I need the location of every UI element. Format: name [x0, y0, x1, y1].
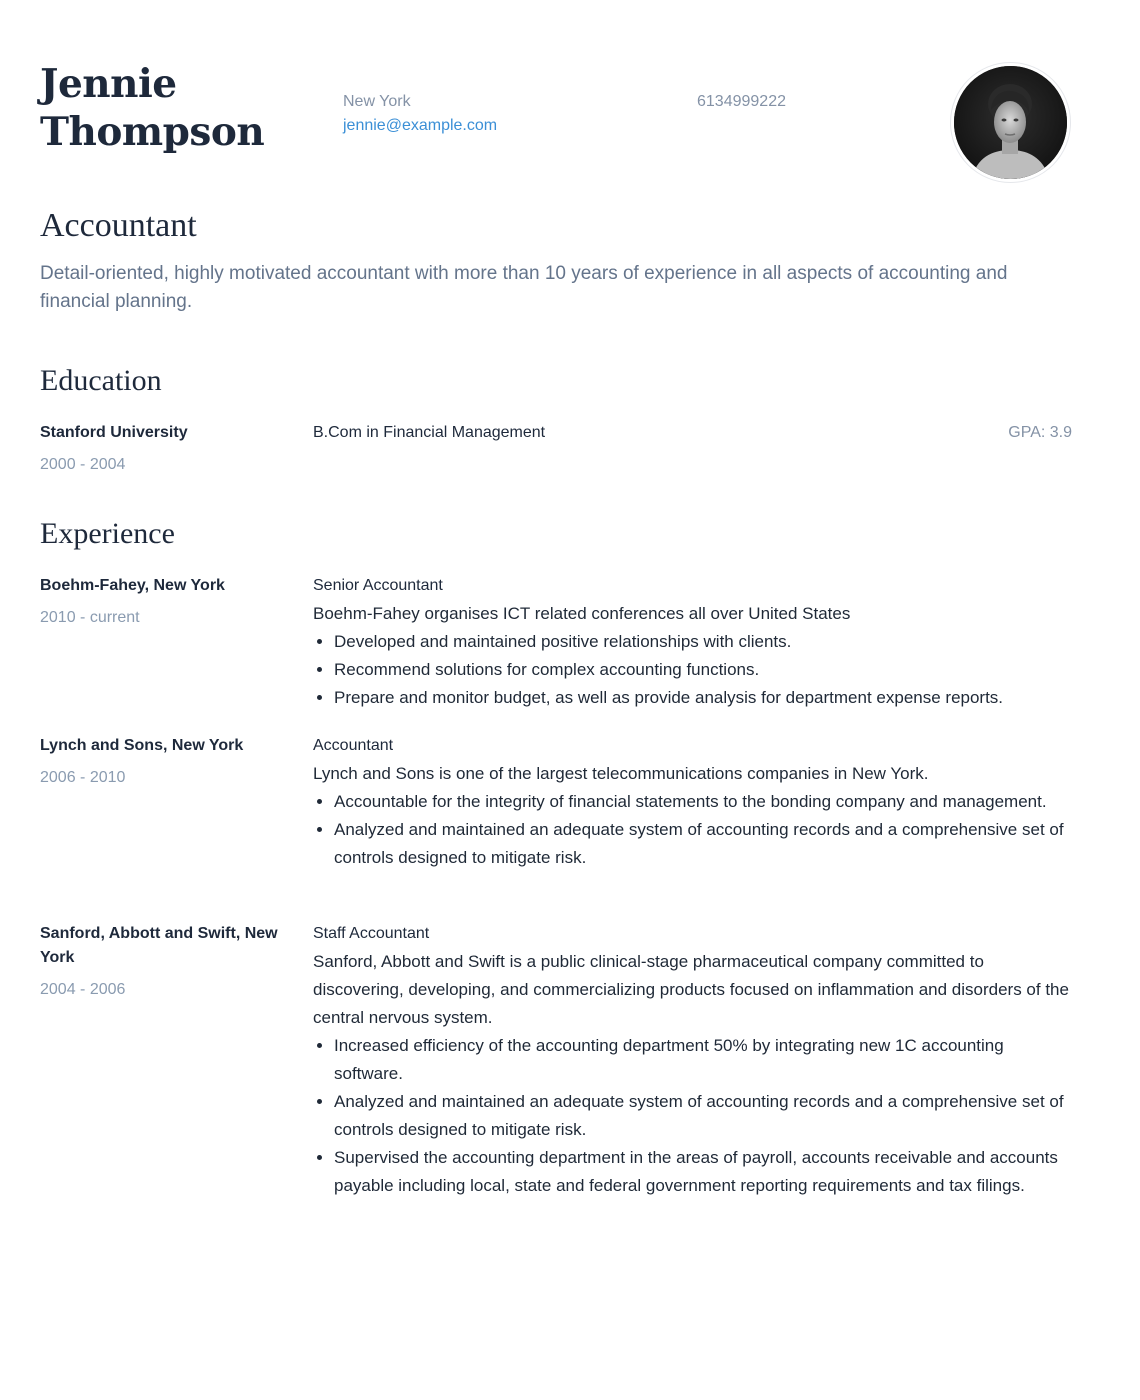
role-title: Senior Accountant — [313, 577, 443, 594]
job-title: Accountant — [40, 207, 197, 244]
experience-details — [313, 574, 1072, 712]
contact-location: New York — [343, 93, 411, 110]
achievement-item: • Analyzed and maintained an adequate system of accounting records and a comprehensive set of controls designed to mitigate risk. — [334, 1088, 1072, 1144]
company-name: Boehm-Fahey, New York — [40, 577, 225, 594]
employment-dates: 2004 - 2006 — [40, 981, 126, 998]
avatar — [951, 63, 1070, 182]
school-name: Stanford University — [40, 424, 188, 441]
company-description: Sanford, Abbott and Swift is a public clinical-stage pharmaceutical company committed to discovering, developing, and commercializing products focused on inflammation and disorders of the central nervous system. — [313, 952, 1069, 1027]
company-description: Lynch and Sons is one of the largest telecommunications companies in New York. — [313, 764, 929, 783]
experience-details — [313, 922, 1072, 1200]
achievement-list — [313, 628, 1072, 712]
gpa: GPA: 3.9 — [1008, 424, 1072, 441]
achievement-item: • Analyzed and maintained an adequate system of accounting records and a comprehensive set of controls designed to mitigate risk. — [334, 816, 1072, 872]
candidate-first-name: Jennie — [40, 61, 177, 107]
company-name: Sanford, Abbott and Swift, New York — [40, 925, 278, 966]
education-meta — [40, 421, 280, 477]
experience-meta — [40, 922, 280, 1002]
role-title: Staff Accountant — [313, 925, 430, 942]
portrait-photo-icon — [954, 66, 1067, 179]
achievement-list — [313, 788, 1072, 872]
education-dates: 2000 - 2004 — [40, 456, 126, 473]
employment-dates: 2006 - 2010 — [40, 769, 126, 786]
achievement-item: • Developed and maintained positive relationships with clients. — [334, 628, 1072, 656]
achievement-item: • Increased efficiency of the accounting department 50% by integrating new 1C accounting software. — [334, 1032, 1072, 1088]
candidate-name — [40, 60, 330, 156]
company-description: Boehm-Fahey organises ICT related conferences all over United States — [313, 604, 851, 623]
resume-header — [40, 60, 1072, 185]
achievement-item: • Accountable for the integrity of financial statements to the bonding company and management. — [334, 788, 1072, 816]
achievement-item: • Prepare and monitor budget, as well as provide analysis for department expense reports. — [334, 684, 1072, 712]
contact-phone: 6134999222 — [697, 93, 786, 110]
achievement-item: • Supervised the accounting department in the areas of payroll, accounts receivable and accounts payable including local, state and federal government reporting requirements and tax filings. — [334, 1144, 1072, 1200]
role-title: Accountant — [313, 737, 394, 754]
contact-email-link[interactable]: jennie@example.com — [343, 117, 498, 134]
achievement-list — [313, 1032, 1072, 1200]
profile-summary: Detail-oriented, highly motivated accountant with more than 10 years of experience in all aspects of accounting and financial planning. — [40, 263, 1008, 312]
experience-heading: Experience — [40, 517, 175, 550]
experience-meta — [40, 734, 280, 790]
achievement-item: • Recommend solutions for complex accounting functions. — [334, 656, 1072, 684]
education-heading: Education — [40, 364, 162, 397]
experience-details — [313, 734, 1072, 872]
experience-meta — [40, 574, 280, 630]
candidate-last-name: Thompson — [40, 109, 265, 155]
employment-dates: 2010 - current — [40, 609, 140, 626]
company-name: Lynch and Sons, New York — [40, 737, 244, 754]
degree: B.Com in Financial Management — [313, 424, 546, 441]
education-details — [313, 421, 1072, 445]
